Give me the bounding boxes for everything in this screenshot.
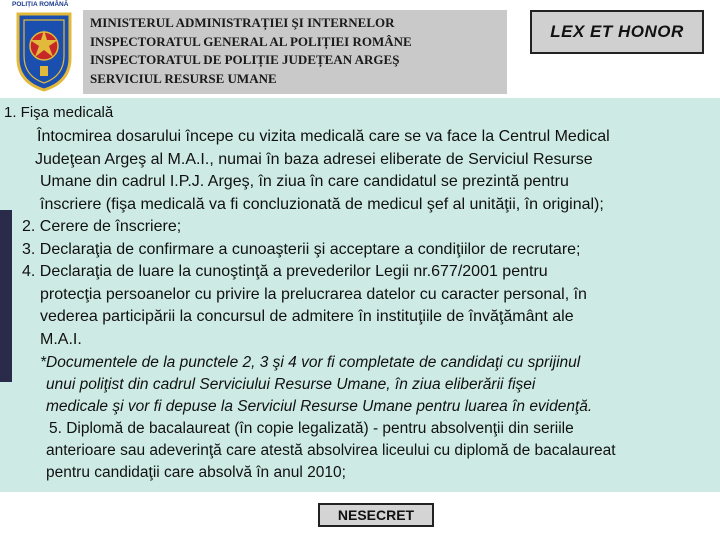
decorative-left-bar xyxy=(0,210,12,382)
body-line: pentru candidaţii care absolvă în anul 2010; xyxy=(46,464,346,481)
body-line: vederea participării la concursul de admitere în instituţiile de învăţământ ale xyxy=(40,308,574,325)
body-line: protecţia persoanelor cu privire la prelucrarea datelor cu caracter personal, în xyxy=(40,286,587,303)
classification-badge xyxy=(318,503,434,527)
list-item: 2. Cerere de înscriere; xyxy=(22,218,182,235)
classification-label: NESECRET xyxy=(337,507,415,523)
note-line: medicale şi vor fi depuse la Serviciul Resurse Umane pentru luarea în evidenţă. xyxy=(46,398,593,415)
note-line: unui poliţist din cadrul Serviciului Resurse Umane, în ziua eliberării fişei xyxy=(46,376,536,393)
motto-text: LEX ET HONOR xyxy=(550,22,684,41)
list-item: 5. Diplomă de bacalaureat (în copie legalizată) - pentru absolvenţii din seriile xyxy=(49,420,574,437)
ministry-line: MINISTERUL ADMINISTRAȚIEI ŞI INTERNELOR xyxy=(90,15,395,30)
note-line: *Documentele de la punctele 2, 3 şi 4 vor fi completate de candidaţi cu sprijinul xyxy=(40,354,581,371)
logo-caption: POLIȚIA ROMÂNĂ xyxy=(12,1,69,8)
body-line: M.A.I. xyxy=(40,331,82,348)
motto-box xyxy=(530,10,704,54)
list-item: 3. Declaraţia de confirmare a cunoaşterii şi acceptare a condiţiilor de recrutare; xyxy=(22,241,581,258)
ministry-line: INSPECTORATUL DE POLIȚIE JUDEȚEAN ARGEŞ xyxy=(90,52,400,67)
list-item: 4. Declaraţia de luare la cunoştinţă a prevederilor Legii nr.677/2001 pentru xyxy=(22,263,548,280)
body-line: înscriere (fişa medicală va fi concluzionată de medicul şef al unităţii, în original); xyxy=(40,196,604,213)
ministry-line: INSPECTORATUL GENERAL AL POLIȚIEI ROMÂNE xyxy=(90,33,412,49)
ministry-header-box xyxy=(83,10,507,94)
body-line: Umane din cadrul I.P.J. Argeş, în ziua în care candidatul se prezintă pentru xyxy=(40,173,569,190)
body-line: Judeţean Argeş al M.A.I., numai în baza adresei eliberate de Serviciul Resurse xyxy=(35,151,593,168)
section-heading: 1. Fişa medicală xyxy=(4,104,114,121)
body-line: Întocmirea dosarului începe cu vizita medicală care se va face la Centrul Medical xyxy=(37,128,610,145)
ministry-line: SERVICIUL RESURSE UMANE xyxy=(90,70,277,86)
police-logo xyxy=(10,0,76,94)
body-line: anterioare sau adeverinţă care atestă absolvirea liceului cu diplomă de bacalaureat xyxy=(46,442,616,459)
crest-icon xyxy=(14,10,74,92)
